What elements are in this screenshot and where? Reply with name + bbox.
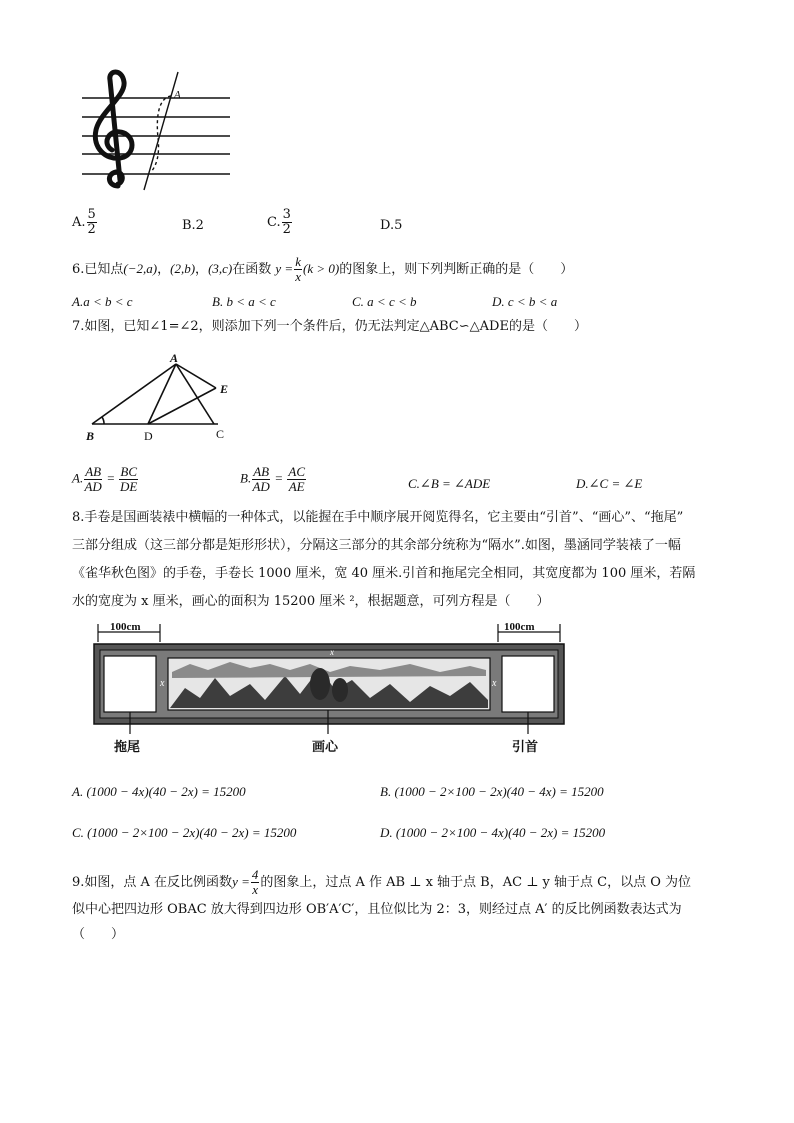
- q8-stem: [72, 504, 727, 616]
- triangle-figure: [84, 350, 244, 446]
- q8-line: 8.手卷是国画装裱中横幅的一种体式，以能握在手中顺序展开阅览得名，它主要由“引首”、“画心”、“拖尾”: [72, 510, 684, 525]
- q7-stem: 7.如图，已知∠1=∠2，则添加下列一个条件后，仍无法判定△ABC∽△ADE的是（ ）: [72, 319, 587, 334]
- fraction-denominator: AD: [84, 479, 102, 494]
- label-frontispiece: 引首: [512, 739, 539, 754]
- function-lhs: y =: [275, 261, 294, 276]
- fraction-numerator: BC: [120, 464, 137, 479]
- q8-line: 三部分组成（这三部分都是矩形形状），分隔这三部分的其余部分统称为“隔水”.如图，墨涵同学装裱了一幅: [72, 538, 681, 553]
- label-d: D: [144, 429, 153, 443]
- x-mark-right: x: [492, 678, 497, 689]
- option-label: C.: [267, 215, 281, 230]
- q7-option-d: D.∠C = ∠E: [576, 476, 643, 491]
- slant-line: [144, 72, 178, 190]
- q8-option-b: B. (1000 − 2×100 − 2x)(40 − 4x) = 15200: [380, 784, 604, 799]
- q6-option-b: B. b < a < c: [212, 294, 276, 309]
- option-label: B.: [240, 470, 252, 486]
- q5-option-d: D.5: [380, 218, 403, 233]
- fraction-denominator: 2: [282, 222, 291, 237]
- treble-clef-figure: [78, 68, 238, 194]
- label-painting: 画心: [312, 739, 339, 754]
- q5-option-c: [267, 208, 293, 237]
- dimension-label-left: 100cm: [110, 621, 141, 633]
- q9-text: 9.如图，点 A 在反比例函数: [72, 875, 233, 890]
- q6-text: 在函数: [232, 262, 272, 277]
- label-e: E: [220, 382, 229, 396]
- q5-option-b: B.2: [182, 218, 204, 233]
- fraction-numerator: AC: [288, 464, 305, 479]
- separator: ，: [157, 262, 171, 277]
- fraction-denominator: DE: [120, 479, 138, 494]
- fraction-numerator: k: [295, 254, 301, 269]
- segment-de: [148, 388, 216, 424]
- q6-option-d: D. c < b < a: [492, 294, 558, 309]
- option-label: A.: [72, 470, 84, 486]
- q6-option-a: A.a < b < c: [72, 294, 133, 309]
- handscroll-figure: [90, 618, 570, 758]
- fraction-numerator: 3: [282, 207, 291, 222]
- function-lhs: y =: [232, 874, 250, 889]
- tail-panel: [104, 656, 156, 712]
- fraction-denominator: x: [252, 882, 258, 897]
- x-mark-left: x: [160, 678, 165, 689]
- q9-stem-line3: （ ）: [72, 927, 125, 942]
- dimension-label-right: 100cm: [504, 621, 535, 633]
- segment-ac: [176, 364, 214, 424]
- q8-line: 《雀华秋色图》的手卷，手卷长 1000 厘米，宽 40 厘米.引首和拖尾完全相同，其宽度都为 100 厘米，若隔: [72, 566, 696, 581]
- fraction-denominator: AD: [252, 479, 270, 494]
- x-mark-top: x: [330, 647, 334, 657]
- q6-stem: [72, 255, 573, 284]
- q9-stem-line1: [72, 868, 691, 897]
- q6-option-c: C. a < c < b: [352, 294, 417, 309]
- fraction-denominator: 2: [87, 222, 96, 237]
- fraction-numerator: AB: [253, 464, 270, 479]
- q7-option-c: C.∠B = ∠ADE: [408, 476, 491, 491]
- q6-text: 的图象上，则下列判断正确的是（ ）: [339, 262, 574, 277]
- q8-line: 水的宽度为 x 厘米，画心的面积为 15200 厘米 ²，根据题意，可列方程是（ ）: [72, 594, 550, 609]
- label-a: A: [170, 351, 179, 365]
- segment-ae: [176, 364, 216, 388]
- q7-option-a: A. $\frac{AB}{AD}$ = $\frac{BC}{DE}$: [72, 464, 138, 494]
- point-3: (3,c): [208, 261, 233, 276]
- point-1: (−2,a): [123, 261, 158, 276]
- q8-option-d: D. (1000 − 2×100 − 4x)(40 − 2x) = 15200: [380, 825, 606, 840]
- fraction-numerator: 4: [251, 867, 259, 882]
- q7-option-b: B. $\frac{AB}{AD}$ = $\frac{AC}{AE}$: [240, 464, 305, 494]
- frontispiece-panel: [502, 656, 554, 712]
- fraction-numerator: AB: [85, 464, 102, 479]
- point-2: (2,b): [170, 261, 196, 276]
- angle-mark: [102, 417, 104, 424]
- point-a-label: A: [174, 89, 181, 101]
- question-number: 6.: [72, 262, 85, 277]
- label-b: B: [86, 429, 95, 443]
- q5-option-a: [72, 208, 98, 237]
- fraction-denominator: AE: [288, 479, 305, 494]
- q8-option-c: C. (1000 − 2×100 − 2x)(40 − 2x) = 15200: [72, 825, 297, 840]
- fraction-numerator: 5: [87, 207, 96, 222]
- q6-text: 已知点: [84, 262, 124, 277]
- function-condition: (k > 0): [302, 261, 340, 276]
- option-label: A.: [72, 215, 86, 230]
- segment-ad: [148, 364, 176, 424]
- separator: ，: [195, 262, 209, 277]
- q9-stem-line2: 似中心把四边形 OBAC 放大得到四边形 OB′A′C′，且位似比为 2：3，则经过点 A′ 的反比例函数表达式为: [72, 902, 682, 917]
- treble-clef-icon: [95, 72, 132, 186]
- label-c: C: [216, 427, 225, 441]
- fraction-denominator: x: [295, 269, 301, 284]
- q8-option-a: A. (1000 − 4x)(40 − 2x) = 15200: [72, 784, 246, 799]
- label-tail: 拖尾: [114, 739, 141, 754]
- q9-text: 的图象上，过点 A 作 AB ⊥ x 轴于点 B，AC ⊥ y 轴于点 C，以点 O 为位: [260, 875, 692, 890]
